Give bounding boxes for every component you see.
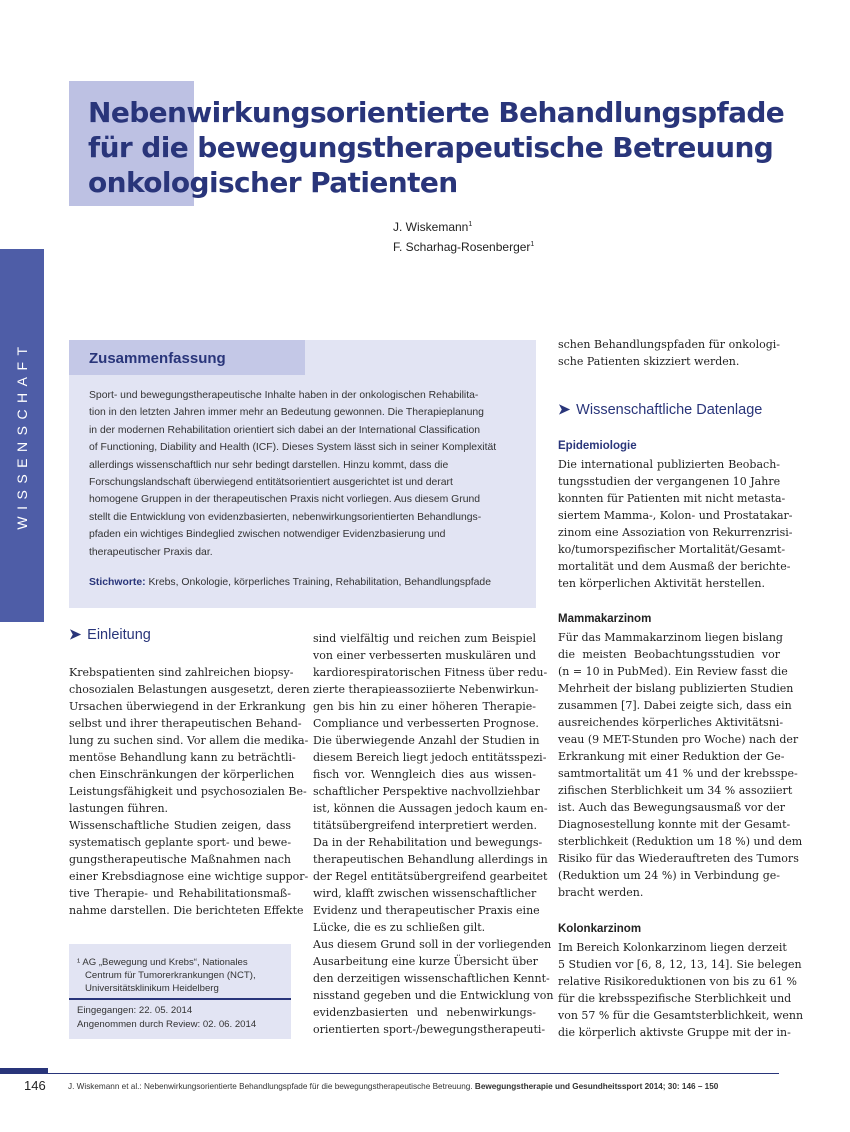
epidemiologie-text: Die international publizierten Beobach- tungsstudien der vergangenen 10 Jahre konnten für Patienten mit nicht metasta- siertem Mamma-, Kolon- und Prostatakar- zinom eine Assoziation von Rekurrenzrisi- ko/tumorspezifischer Mortalität/Gesamt- mortalität und dem Ausmaß der berichte- ten körperlichen Aktivität herstellen. — [558, 458, 793, 590]
subheading-epidemiologie: Epidemiologie — [558, 440, 637, 452]
arrow-icon: ➤ — [69, 627, 82, 643]
heading-einleitung: ➤ Einleitung — [69, 627, 151, 643]
heading-datenlage: ➤ Wissenschaftliche Datenlage — [558, 402, 763, 418]
subheading-mammakarzinom: Mammakarzinom — [558, 613, 652, 625]
submission-dates — [69, 1002, 291, 1039]
article-title — [88, 95, 808, 200]
summary-box — [69, 340, 536, 608]
footer-divider — [48, 1073, 779, 1074]
section-side-label: WISSENSCHAFT — [14, 340, 30, 530]
kolonkarzinom-text: Im Bereich Kolonkarzinom liegen derzeit 5 Studien vor [6, 8, 12, 13, 14]. Sie belegen relative Risikoreduktionen von bis zu 61 % für die krebsspezifische Sterblichkeit und von 57 % für die Gesamtsterblichkeit, wenn die körperlich aktivste Gruppe mit der in- — [558, 941, 804, 1039]
author: J. Wiskemann$^1$ — [393, 220, 473, 234]
title-line: für die bewegungstherapeutische Betreuung — [88, 131, 774, 164]
keywords-line: Stichworte: Krebs, Onkologie, körperliches Training, Rehabilitation, Behandlungspfade — [89, 577, 491, 588]
summary-title: Zusammenfassung — [89, 350, 226, 367]
affiliation-text: ¹ AG „Bewegung und Krebs“, Nationales Centrum für Tumorerkrankungen (NCT), Universitätsklinikum Heidelberg — [77, 957, 256, 994]
page-number: 146 — [24, 1078, 46, 1093]
subheading-kolonkarzinom: Kolonkarzinom — [558, 923, 642, 935]
intro-column-1: Krebspatienten sind zahlreichen biopsy- chosozialen Belastungen ausgesetzt, deren Ursachen überwiegend in der Erkrankung selbst und ihrer therapeutischen Behand- lung zu suchen sind. Vor allem die medika- mentöse Behandlung kann zu beträchtli- chen Einschränkungen der körperlichen Leistungsfähigkeit und psychosozialen Be- lastungen führen. Wissenschaftliche Studien zeigen, dass systematisch geplante sport- und bewe- gungstherapeutische Maßnahmen nach einer Krebsdiagnose eine wichtige suppor- tive Therapie- und Rehabilitationsmaß- nahme darstellen. Die berichteten Effekte — [69, 666, 310, 917]
author-list — [393, 216, 534, 256]
footnote-divider — [69, 998, 291, 1000]
accepted-date: Angenommen durch Review: 02. 06. 2014 — [77, 1019, 257, 1030]
footer-accent — [0, 1068, 48, 1074]
arrow-icon: ➤ — [558, 402, 571, 418]
affiliation-footnote — [69, 944, 291, 1010]
author: F. Scharhag-Rosenberger$^1$ — [393, 240, 535, 254]
intro-column-2: sind vielfältig und reichen zum Beispiel von einer verbesserten muskulären und kardiorespiratorischen Fitness über redu- zierte therapieassoziierte Nebenwirkun- gen bis hin zu einer höheren Therapie- Compliance und verbesserten Prognose. Die überwiegende Anzahl der Studien in diesem Bereich liegt jedoch entitätsspezi- fisch vor. Wenngleich dies aus wissen- schaftlicher Perspektive nachvollziehbar ist, können die Aussagen jedoch kaum en- titätsübergreifend interpretiert werden. Da in der Rehabilitation und bewegungs- therapeutischen Behandlung allerdings in der Regel entitätsübergreifend gearbeitet wird, klafft zwischen wissenschaftlicher Evidenz und therapeutischer Praxis eine Lücke, die es zu schließen gilt. Aus diesem Grund soll in der vorliegenden Ausarbeitung eine kurze Übersicht über den derzeitigen wissenschaftlichen Kennt- nisstand gegeben und die Entwicklung von evidenzbasierten und nebenwirkungs- orientierten sport-/bewegungstherapeuti- — [313, 632, 554, 1036]
title-line: onkologischer Patienten — [88, 166, 458, 199]
summary-text: Sport- und bewegungstherapeutische Inhalte haben in der onkologischen Rehabilita- tion in den letzten Jahren immer mehr an Bedeutung gewonnen. Die Therapieplanung in der modernen Rehabilitation orientiert sich dabei an der International Classification of Functioning, Diability and Health (ICF). Dieses System lässt sich in seiner Komplexität allerdings wissenschaftlich nur sehr bedingt darstellen. Hinzu kommt, dass die Forschungslandschaft überwiegend entitätsorientiert ausgerichtet ist und derart homogene Gruppen in der therapeutischen Praxis nicht vorliegen. Aus diesem Grund stellt die Entwicklung von evidenzbasierten, nebenwirkungsorientierten Behandlungs- pfaden ein wichtiges Bindeglied zwischen notwendiger Evidenzbasierung und therapeutischer Praxis dar. — [89, 390, 497, 558]
mammakarzinom-text: Für das Mammakarzinom liegen bislang die meisten Beobachtungsstudien vor (n = 10 in PubMed). Ein Review fasst die Mehrheit der bislang publizierten Studien zusammen [7]. Dabei zeigte sich, dass ein ausreichendes körperliches Aktivitätsni- veau (9 MET-Stunden pro Woche) nach der Erkrankung mit einer Reduktion der Ge- samtmortalität um 41 % und der krebsspe- zifischen Sterblichkeit um 34 % assoziiert ist. Auch das Bewegungsausmaß vor der Diagnosestellung konnte mit der Gesamt- sterblichkeit (Reduktion um 18 %) und dem Risiko für das Wiederauftreten des Tumors (Reduktion um 24 %) in Verbindung ge- bracht werden. — [558, 631, 803, 899]
received-date: Eingegangen: 22. 05. 2014 — [77, 1005, 193, 1016]
column-3-top: schen Behandlungspfaden für onkologi- sche Patienten skizziert werden. — [558, 338, 780, 368]
title-line: Nebenwirkungsorientierte Behandlungspfade — [88, 96, 785, 129]
footer-citation: J. Wiskemann et al.: Nebenwirkungsorientierte Behandlungspfade für die bewegungstherapeutische Betreuung. Bewegungstherapie und Gesundheitssport 2014; 30: 146 – 150 — [68, 1082, 719, 1091]
